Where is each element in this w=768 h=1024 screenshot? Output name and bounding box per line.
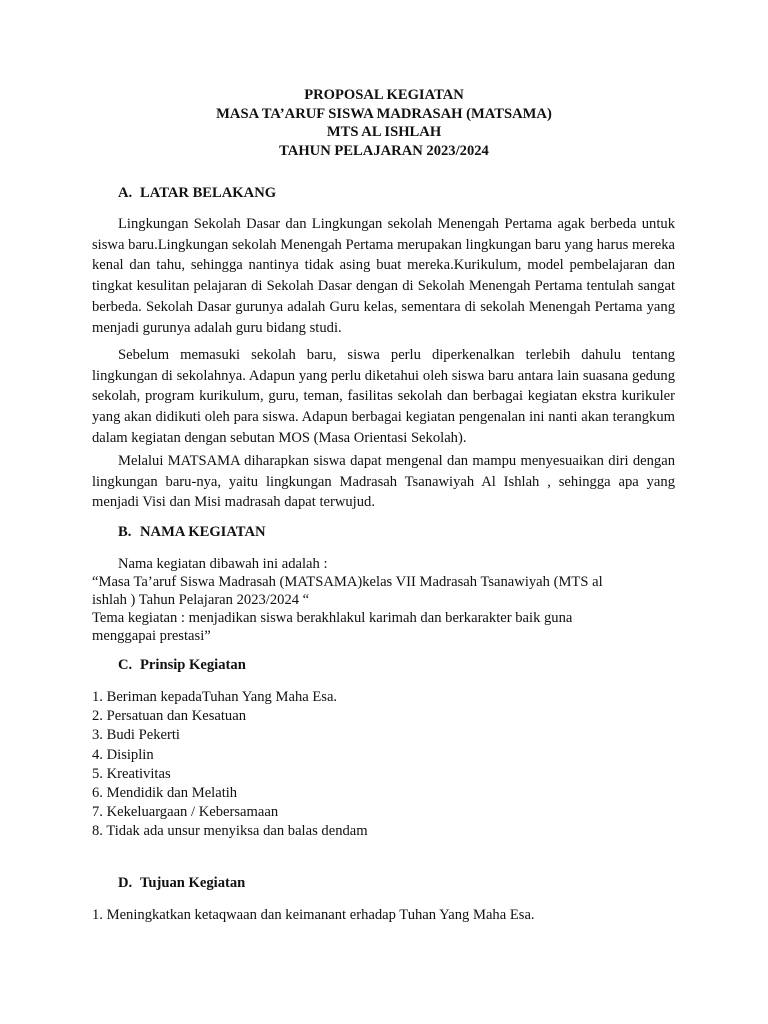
section-d-list bbox=[92, 906, 535, 925]
section-c-title: Prinsip Kegiatan bbox=[140, 657, 246, 673]
list-item: 8. Tidak ada unsur menyiksa dan balas dendam bbox=[92, 823, 368, 840]
title-line-4: TAHUN PELAJARAN 2023/2024 bbox=[279, 142, 489, 159]
section-d-letter: D. bbox=[118, 875, 133, 891]
list-item: 5. Kreativitas bbox=[92, 765, 171, 782]
list-item: 4. Disiplin bbox=[92, 746, 154, 763]
section-c-letter: C. bbox=[118, 657, 133, 673]
section-d-title: Tujuan Kegiatan bbox=[140, 875, 246, 891]
list-item: 1. Beriman kepadaTuhan Yang Maha Esa. bbox=[92, 689, 338, 705]
document-title bbox=[0, 86, 768, 160]
section-a-heading bbox=[118, 185, 276, 202]
title-line-1: PROPOSAL KEGIATAN bbox=[304, 87, 464, 103]
section-a-paragraph-3: Melalui MATSAMA diharapkan siswa dapat mengenal dan mampu menyesuaikan diri dengan lingkungan baru-nya, yaitu lingkungan Madrasah Tsanawiyah Al Ishlah , sehingga apa yang menjadi Visi dan Misi madrasah dapat terwujud. bbox=[92, 453, 675, 511]
section-b-heading bbox=[118, 524, 266, 541]
section-c-list bbox=[92, 688, 368, 842]
list-item: 3. Budi Pekerti bbox=[92, 727, 180, 744]
title-line-3: MTS AL ISHLAH bbox=[326, 124, 442, 140]
section-b-body bbox=[92, 555, 682, 645]
list-item: 7. Kekeluargaan / Kebersamaan bbox=[92, 804, 279, 821]
section-b-letter: B. bbox=[118, 524, 132, 540]
section-a-paragraph-2: Sebelum memasuki sekolah baru, siswa perlu diperkenalkan terlebih dahulu tentang lingkungan di sekolahnya. Adapun yang perlu diketahui oleh siswa baru antara lain suasana gedung sekolah, program kurikulum, guru, teman, fasilitas sekolah dan berbagai kegiatan ekstra kurikuler yang akan didikuti oleh para siswa. Adapun berbagai kegiatan pengenalan ini nanti akan terangkum dalam kegiatan dengan sebutan MOS (Masa Orientasi Sekolah). bbox=[92, 347, 675, 446]
section-b-line-2: “Masa Ta’aruf Siswa Madrasah (MATSAMA)kelas VII Madrasah Tsanawiyah (MTS al bbox=[92, 574, 603, 590]
section-b-line-5: menggapai prestasi” bbox=[92, 628, 211, 644]
section-b-line-3: ishlah ) Tahun Pelajaran 2023/2024 “ bbox=[92, 592, 310, 608]
list-item: 2. Persatuan dan Kesatuan bbox=[92, 708, 246, 725]
section-a-title: LATAR BELAKANG bbox=[140, 185, 277, 201]
section-b-line-1: Nama kegiatan dibawah ini adalah : bbox=[118, 556, 328, 572]
section-a-paragraph-1: Lingkungan Sekolah Dasar dan Lingkungan sekolah Menengah Pertama agak berbeda untuk siswa baru.Lingkungan sekolah Menengah Pertama merupakan lingkungan baru yang harus mereka kenal dan tahu, sehingga nantinya tidak asing buat mereka.Kurikulum, model pembelajaran dan tingkat kesulitan pelajaran di Sekolah Dasar dengan di Sekolah Menengah Pertama tentulah sangat berbeda. Sekolah Dasar gurunya adalah Guru kelas, sementara di sekolah Menengah Pertama yang menjadi gurunya adalah guru bidang studi. bbox=[92, 216, 675, 336]
section-b-line-4: Tema kegiatan : menjadikan siswa berakhlakul karimah dan berkarakter baik guna bbox=[92, 610, 573, 626]
list-item: 1. Meningkatkan ketaqwaan dan keimanant erhadap Tuhan Yang Maha Esa. bbox=[92, 907, 535, 923]
section-d-heading bbox=[118, 875, 245, 892]
section-a-letter: A. bbox=[118, 185, 133, 201]
list-item: 6. Mendidik dan Melatih bbox=[92, 785, 238, 802]
section-c-heading bbox=[118, 657, 246, 674]
section-b-title: NAMA KEGIATAN bbox=[140, 524, 266, 540]
title-line-2: MASA TA’ARUF SISWA MADRASAH (MATSAMA) bbox=[216, 105, 552, 122]
